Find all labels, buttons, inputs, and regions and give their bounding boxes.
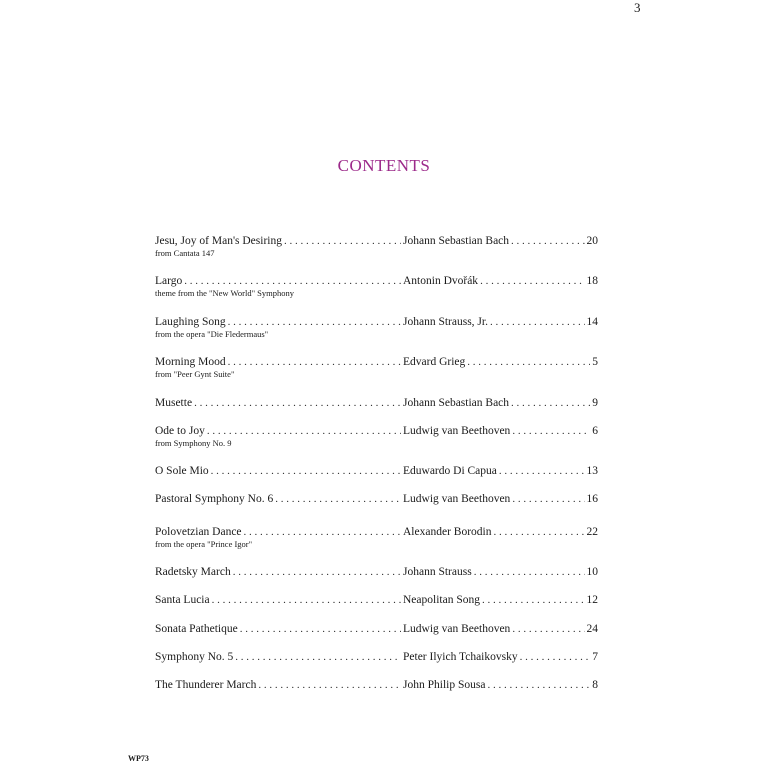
composer-name: Antonin Dvořák xyxy=(403,275,479,287)
song-title: Radetsky March xyxy=(155,566,231,578)
song-title: Musette xyxy=(155,397,193,409)
song-title: Polovetzian Dance xyxy=(155,526,242,538)
composer-name: John Philip Sousa xyxy=(403,679,486,691)
page-reference: 24 xyxy=(586,623,598,635)
composer-name: Neapolitan Song xyxy=(403,594,480,606)
dot-leader xyxy=(467,354,590,370)
toc-entry xyxy=(155,314,598,346)
page-reference: 5 xyxy=(592,356,598,368)
page-reference: 10 xyxy=(586,566,598,578)
dot-leader xyxy=(240,621,401,637)
dot-leader xyxy=(228,354,401,370)
page-reference: 7 xyxy=(592,651,598,663)
song-title: Sonata Pathetique xyxy=(155,623,238,635)
song-title: Morning Mood xyxy=(155,356,226,368)
dot-leader xyxy=(244,524,401,540)
composer-name: Alexander Borodin xyxy=(403,526,492,538)
dot-leader xyxy=(228,314,401,330)
composer-name: Peter Ilyich Tchaikovsky xyxy=(403,651,518,663)
song-subtitle: from Cantata 147 xyxy=(155,248,215,258)
page-reference: 8 xyxy=(592,679,598,691)
dot-leader xyxy=(512,423,590,439)
dot-leader xyxy=(482,592,585,608)
song-subtitle: theme from the "New World" Symphony xyxy=(155,288,295,298)
toc-entry xyxy=(155,354,598,386)
dot-leader xyxy=(512,491,584,507)
toc-entry xyxy=(155,592,598,624)
dot-leader xyxy=(235,649,401,665)
dot-leader xyxy=(258,677,401,693)
dot-leader xyxy=(233,564,401,580)
composer-name: Johann Strauss, Jr. xyxy=(403,316,488,328)
dot-leader xyxy=(493,524,584,540)
page-reference: 13 xyxy=(586,465,598,477)
dot-leader xyxy=(207,423,401,439)
toc-entry xyxy=(155,491,598,523)
song-subtitle: from the opera "Die Fledermaus" xyxy=(155,329,269,339)
song-title: O Sole Mio xyxy=(155,465,209,477)
dot-leader xyxy=(194,395,401,411)
composer-name: Ludwig van Beethoven xyxy=(403,623,511,635)
composer-name: Ludwig van Beethoven xyxy=(403,425,511,437)
song-title: Jesu, Joy of Man's Desiring xyxy=(155,235,282,247)
song-title: Symphony No. 5 xyxy=(155,651,234,663)
song-title: The Thunderer March xyxy=(155,679,257,691)
page-reference: 9 xyxy=(592,397,598,409)
toc-entry xyxy=(155,233,598,265)
dot-leader xyxy=(474,564,585,580)
dot-leader xyxy=(499,463,585,479)
dot-leader xyxy=(512,621,584,637)
song-title: Laughing Song xyxy=(155,316,226,328)
dot-leader xyxy=(487,677,590,693)
composer-name: Johann Sebastian Bach xyxy=(403,397,510,409)
dot-leader xyxy=(511,233,584,249)
page-reference: 16 xyxy=(586,493,598,505)
toc-entry xyxy=(155,524,598,556)
song-title: Santa Lucia xyxy=(155,594,210,606)
page-title: CONTENTS xyxy=(337,156,431,175)
song-title: Largo xyxy=(155,275,183,287)
composer-name: Johann Sebastian Bach xyxy=(403,235,510,247)
toc-entry xyxy=(155,423,598,455)
composer-name: Johann Strauss xyxy=(403,566,472,578)
page-number: 3 xyxy=(634,0,641,15)
dot-leader xyxy=(275,491,401,507)
page-reference: 18 xyxy=(586,275,598,287)
song-subtitle: from "Peer Gynt Suite" xyxy=(155,369,235,379)
toc-entry xyxy=(155,677,598,709)
dot-leader xyxy=(511,395,590,411)
composer-name: Eduwardo Di Capua xyxy=(403,465,497,477)
dot-leader xyxy=(284,233,401,249)
page-reference: 22 xyxy=(586,526,598,538)
page-reference: 20 xyxy=(586,235,598,247)
composer-name: Ludwig van Beethoven xyxy=(403,493,511,505)
song-subtitle: from the opera "Prince Igor" xyxy=(155,539,253,549)
dot-leader xyxy=(184,273,401,289)
dot-leader xyxy=(480,273,584,289)
catalog-code: WP73 xyxy=(128,754,149,763)
dot-leader xyxy=(520,649,591,665)
song-subtitle: from Symphony No. 9 xyxy=(155,438,232,448)
song-title: Pastoral Symphony No. 6 xyxy=(155,493,274,505)
dot-leader xyxy=(212,592,401,608)
dot-leader xyxy=(490,314,585,330)
page-reference: 14 xyxy=(586,316,598,328)
song-title: Ode to Joy xyxy=(155,425,205,437)
toc-entry xyxy=(155,273,598,305)
page-reference: 6 xyxy=(592,425,598,437)
dot-leader xyxy=(211,463,401,479)
page-reference: 12 xyxy=(586,594,598,606)
composer-name: Edvard Grieg xyxy=(403,356,466,368)
